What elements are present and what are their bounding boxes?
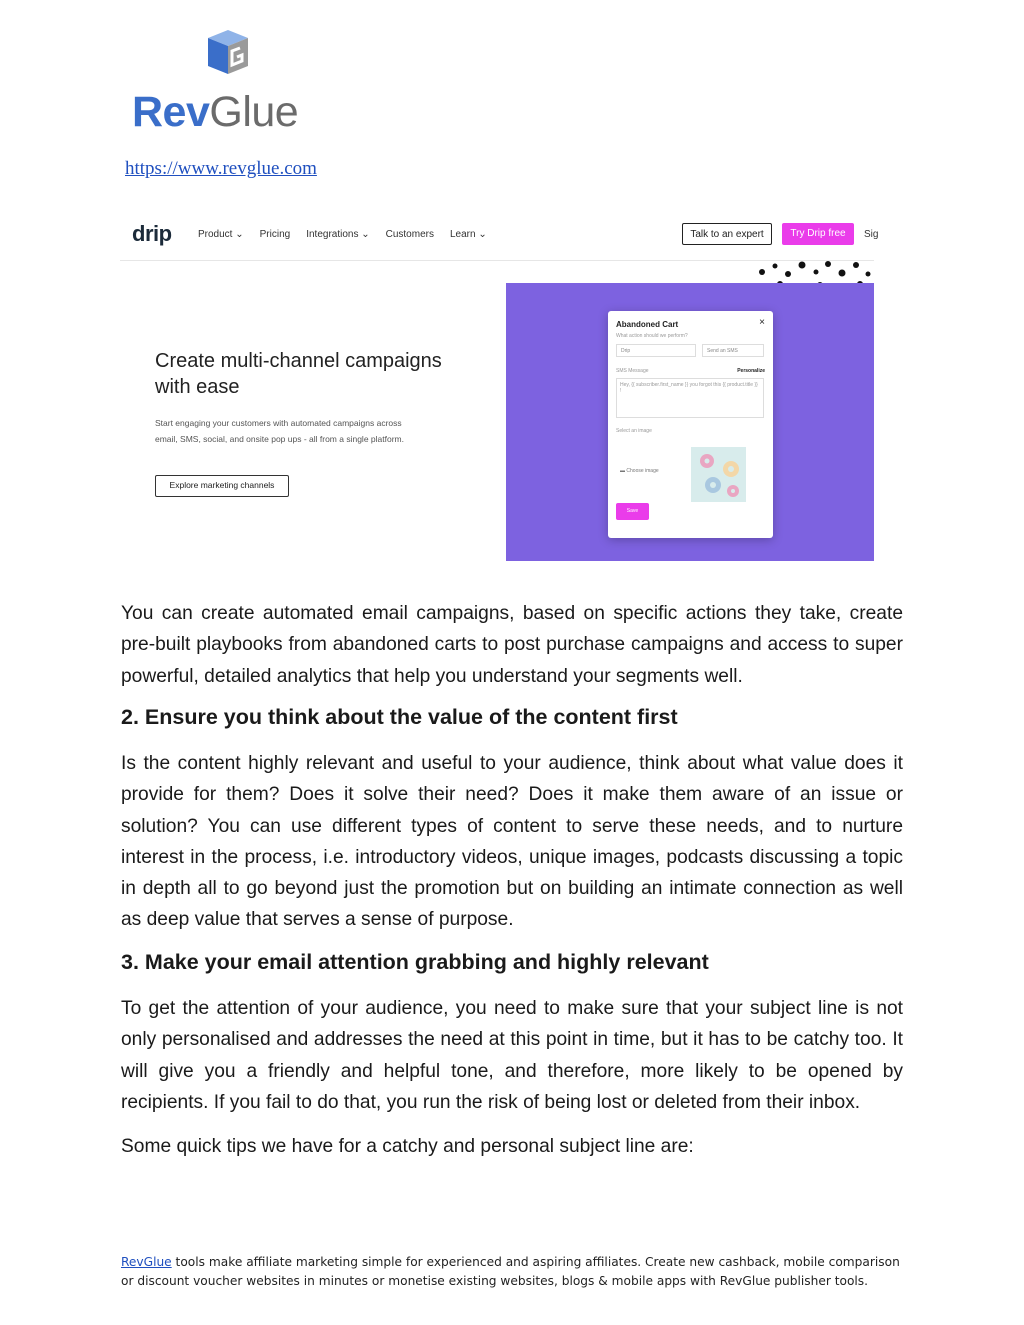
drip-menu-product[interactable]: Product ⌄ xyxy=(198,229,244,240)
sms-label: SMS Message xyxy=(616,368,649,374)
drip-screenshot xyxy=(120,205,879,575)
product-thumbnail xyxy=(691,447,746,502)
talk-to-expert-button[interactable]: Talk to an expert xyxy=(682,223,772,245)
choose-image-label: Choose image xyxy=(626,468,659,474)
revglue-logo xyxy=(132,30,322,136)
drip-menu-learn[interactable]: Learn ⌄ xyxy=(449,229,487,240)
site-url-link[interactable]: https://www.revglue.com xyxy=(125,158,317,179)
hero-body: Start engaging your customers with automated campaigns across email, SMS, social, and onsite pop ups - all from a single platform. xyxy=(155,418,404,444)
logo-glue: Glue xyxy=(209,88,299,136)
heading-attention-grabbing: 3. Make your email attention grabbing and highly relevant xyxy=(121,950,709,974)
close-icon[interactable]: × xyxy=(759,317,765,328)
modal-question: What action should we perform? xyxy=(616,333,688,339)
paragraph-subject-line: To get the attention of your audience, you need to make sure that your subject line is not only personalised and addresses the need at this point in time, but it has to be catchy too. It will give you a friendly and helpful tone, and therefore, more likely to be opened by recipients. If you fail to do that, you run the risk of being lost or deleted from their inbox. xyxy=(121,998,903,1113)
heading-value-of-content: 2. Ensure you think about the value of the content first xyxy=(121,705,678,729)
drip-menu-integrations[interactable]: Integrations ⌄ xyxy=(306,229,370,240)
footer xyxy=(121,1253,911,1290)
sms-textarea[interactable]: Hey, {{ subscriber.first_name }} you forgot this {{ product.title }} ! xyxy=(616,378,764,418)
drip-menu-pricing[interactable]: Pricing xyxy=(259,229,291,240)
logo-wordmark xyxy=(132,88,298,137)
drip-navbar xyxy=(120,205,879,261)
explore-channels-button[interactable]: Explore marketing channels xyxy=(155,475,289,497)
action-select[interactable]: Drip xyxy=(616,344,696,357)
hero-title: Create multi-channel campaigns with ease xyxy=(155,350,442,398)
paragraph-intro: You can create automated email campaigns, based on specific actions they take, create pre-built playbooks from abandoned carts to post purchase campaigns and access to super powerful, detailed analytics that help you understand your segments well. xyxy=(121,603,903,687)
save-button[interactable]: Save xyxy=(616,503,649,520)
logo-rev: Rev xyxy=(132,88,210,136)
personalize-link[interactable]: Personalize xyxy=(737,368,765,374)
image-label: Select an image xyxy=(616,428,652,434)
paragraph-quick-tips: Some quick tips we have for a catchy and personal subject line are: xyxy=(121,1136,694,1157)
try-drip-button[interactable]: Try Drip free xyxy=(782,223,854,245)
drip-menu xyxy=(198,229,487,240)
sign-in-link[interactable]: Sig xyxy=(864,229,879,240)
abandoned-cart-modal xyxy=(608,311,773,538)
image-icon: ▬ xyxy=(620,468,627,474)
footer-revglue-link[interactable]: RevGlue xyxy=(121,1255,172,1269)
footer-text: tools make affiliate marketing simple for experienced and aspiring affiliates. Create new cashback, mobile comparison or discount voucher websites in minutes or monetise existing websites, blogs & mobile apps with RevGlue publisher tools. xyxy=(121,1255,900,1288)
modal-title: Abandoned Cart xyxy=(616,320,679,329)
choose-image-button[interactable] xyxy=(620,468,659,474)
revglue-g-cube-icon xyxy=(194,30,258,86)
drip-logo: drip xyxy=(132,221,172,246)
channel-select[interactable]: Send an SMS xyxy=(702,344,764,357)
drip-menu-customers[interactable]: Customers xyxy=(385,229,434,240)
donut-image xyxy=(691,447,746,502)
paragraph-content-value: Is the content highly relevant and useful to your audience, think about what value does it provide for them? Does it solve their need? Does it make them aware of an issue or solution? You can use different types of content to serve these needs, and to nurture interest in the process, i.e. introductory videos, unique images, podcasts discussing a topic in depth all to go beyond just the promotion but on building an intimate connection as well as deep value that serves a sense of purpose. xyxy=(121,753,903,931)
